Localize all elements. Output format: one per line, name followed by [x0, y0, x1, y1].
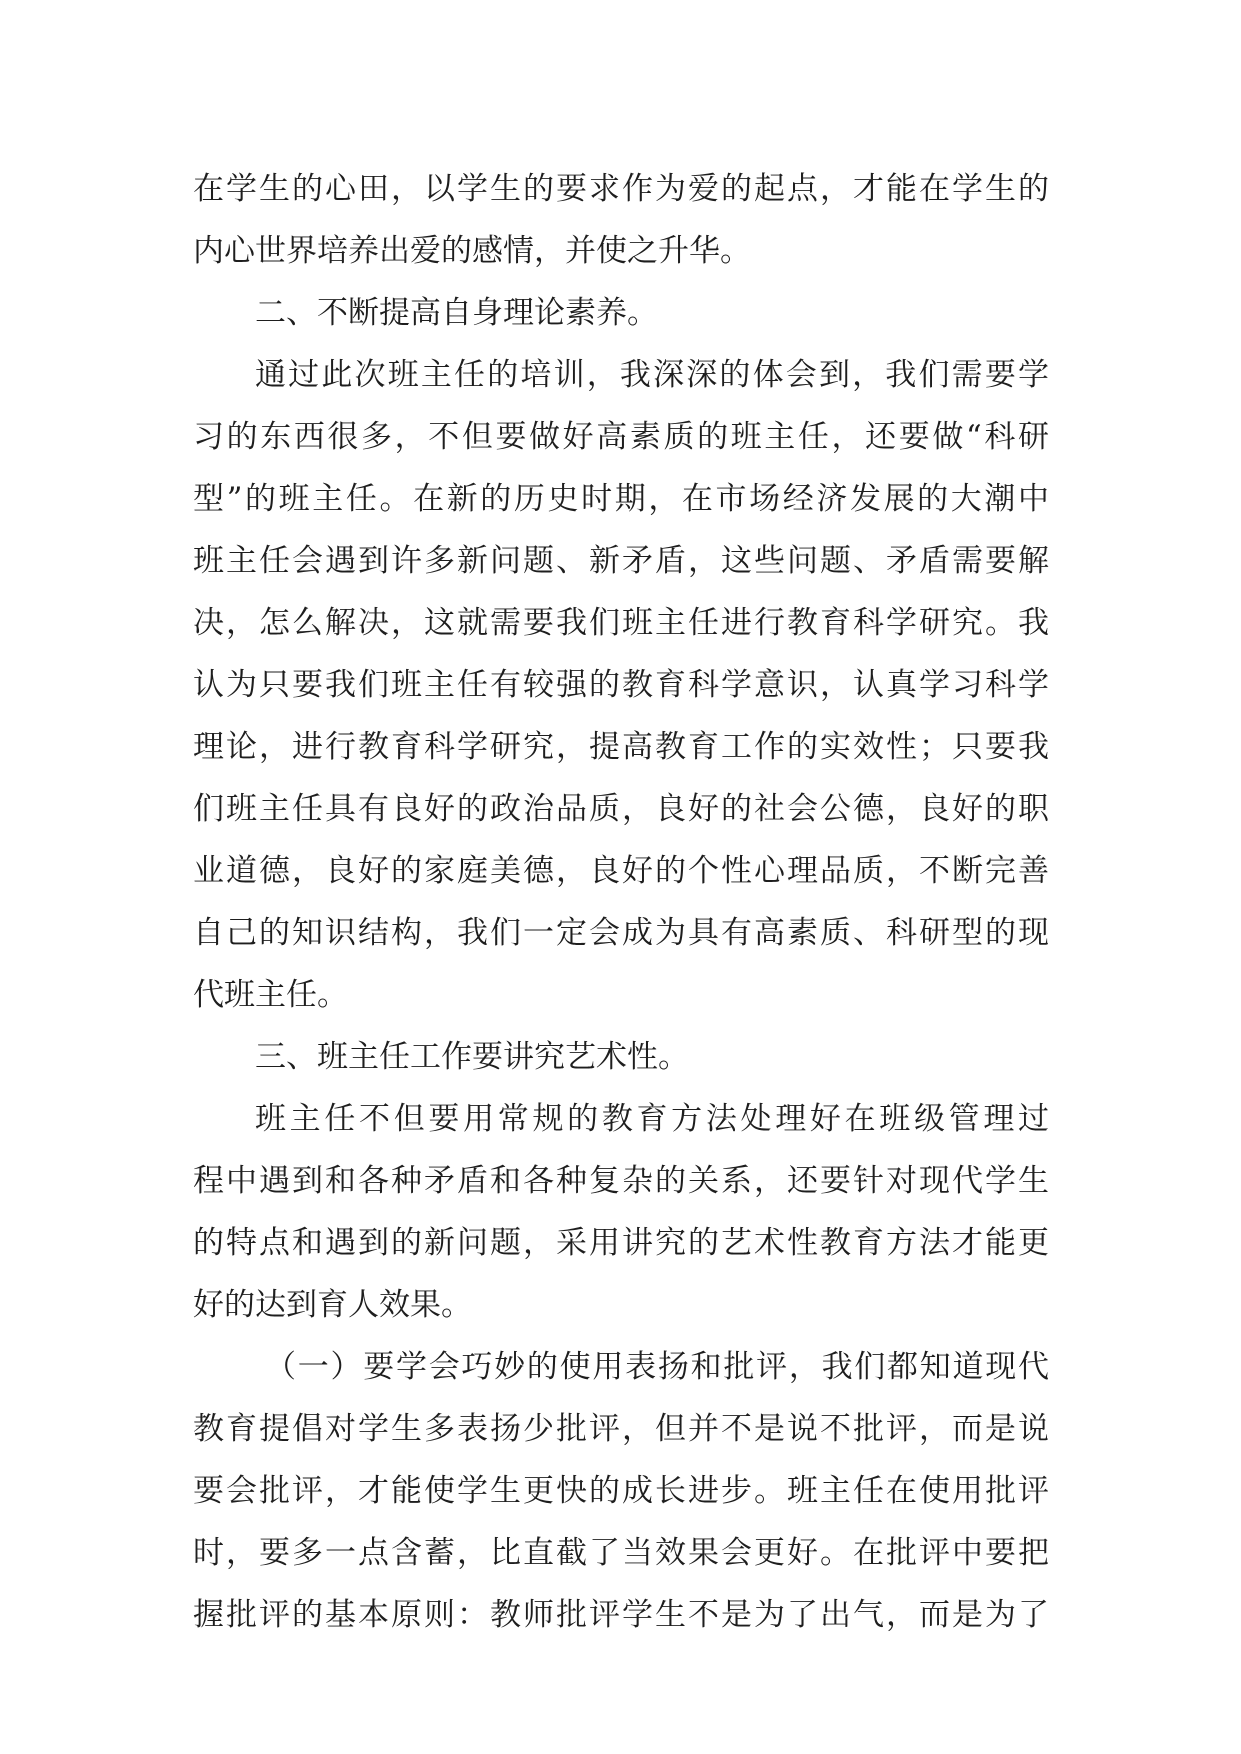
text-line: 班主任会遇到许多新问题、新矛盾，这些问题、矛盾需要解: [193, 543, 1049, 579]
text-line: 自己的知识结构，我们一定会成为具有高素质、科研型的现: [193, 915, 1049, 951]
text-line: 代班主任。: [193, 977, 348, 1013]
text-line: 在学生的心田，以学生的要求作为爱的起点，才能在学生的: [193, 171, 1049, 207]
body-text: [193, 158, 1049, 1646]
text-line: 理论，进行教育科学研究，提高教育工作的实效性；只要我: [193, 729, 1049, 765]
text-line: 程中遇到和各种矛盾和各种复杂的关系，还要针对现代学生: [193, 1163, 1049, 1199]
text-line: 内心世界培养出爱的感情，并使之升华。: [193, 233, 751, 269]
text-line: 握批评的基本原则：教师批评学生不是为了出气，而是为了: [193, 1597, 1049, 1633]
text-line: 决，怎么解决，这就需要我们班主任进行教育科学研究。我: [193, 605, 1049, 641]
text-line: 型”的班主任。在新的历史时期，在市场经济发展的大潮中: [193, 481, 1049, 517]
text-line: 要会批评，才能使学生更快的成长进步。班主任在使用批评: [193, 1473, 1049, 1509]
text-line: 们班主任具有良好的政治品质，良好的社会公德，良好的职: [193, 791, 1049, 827]
section-heading: 三、班主任工作要讲究艺术性。: [255, 1039, 689, 1075]
text-line: 业道德，良好的家庭美德，良好的个性心理品质，不断完善: [193, 853, 1049, 889]
text-line: 好的达到育人效果。: [193, 1287, 472, 1323]
text-line: 的特点和遇到的新问题，采用讲究的艺术性教育方法才能更: [193, 1225, 1049, 1261]
text-line: 习的东西很多，不但要做好高素质的班主任，还要做“科研: [193, 419, 1049, 455]
text-line: 班主任不但要用常规的教育方法处理好在班级管理过: [255, 1101, 1049, 1137]
text-line: 时，要多一点含蓄，比直截了当效果会更好。在批评中要把: [193, 1535, 1049, 1571]
text-line: 通过此次班主任的培训，我深深的体会到，我们需要学: [255, 357, 1049, 393]
text-line: 认为只要我们班主任有较强的教育科学意识，认真学习科学: [193, 667, 1049, 703]
text-line: （一）要学会巧妙的使用表扬和批评，我们都知道现代: [265, 1349, 1049, 1385]
text-line: 教育提倡对学生多表扬少批评，但并不是说不批评，而是说: [193, 1411, 1049, 1447]
section-heading: 二、不断提高自身理论素养。: [255, 295, 658, 331]
